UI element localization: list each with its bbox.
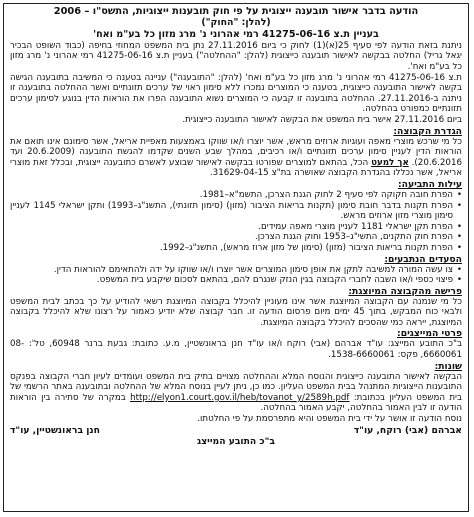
court-website-link[interactable]: http://elyon1.court.gov.il/heb/tovanot_y/2589h.pdf — [130, 392, 350, 403]
signer-name-left: חנן בראונשטיין, עו"ד — [10, 424, 100, 436]
misc-tail: במקרה של סתירה בין הוראות הודעה זו לבין האמור בהחלטה, יקבע האמור בהחלטה. — [10, 392, 462, 414]
remedy-item: • פיצוי כספי ו/או השבה לחברי הקבוצה בגין הנזק שנגרם להם, בהתאם לסכום שיקבע בית המשפט. — [10, 275, 462, 286]
notice-title: הודעה בדבר אישור תובענה ייצוגית על פי חוק תובענות ייצוגיות, התשס"ו – 2006 — [53, 6, 419, 17]
causes-heading: עילות התביעה: — [397, 178, 462, 190]
group-definition-tail: הכל, בהתאם למוצרים שפורטו בבקשה לאישור שבוצע לאשרם כתובענה ייצוגית, ובכלל זאת מוצרי אריאל, אשר נכללו בהגדרת הקבוצה שאושרה בת"צ 31629-04-15. — [10, 157, 462, 179]
misc-text — [10, 372, 462, 414]
signer-name-right: אברהם (אבי) רוקח, עו"ד — [353, 424, 462, 436]
intro-paragraph-1: ניתנת בזאת הודעה לפי סעיף 25(א)(1) לחוק כי ביום 27.11.2016 נתן בית המשפט המחוזי בחיפה (כבוד השופט הבכיר יגאל גריל) החלטה בבקשה לאישור תובענה כייצוגית (להלן: "ההחלטה") בעניין ת.צ 41275-06-16 רמי אהרוני נ' מרג מזון כל בע"מ ואח'. — [10, 40, 463, 72]
signer-role: ב"כ התובע המייצג — [197, 435, 275, 447]
cause-item: • הפרת תקנות בדבר חובת סימון (תקנות בריאות הציבור (מזון) (סימון תזונתי), התשנ"ג–1993) ותקן ישראלי 1145 לעניין סימון מוצרי מזון ארוזים מראש. — [10, 201, 462, 222]
misc-body: הבקשה לאישור התובענה כייצוגית והנוסח המלא וההחלטה מצויים בתיק בית המשפט ועומדים לעיון חברי הקבוצה בפנקס התובענות הייצוגיות המתנהל בבית המשפט העליון. כמו כן, ניתן לעיין בנוסח המלא של ההחלטה ובתובענה באתר הרשמי של בית המשפט העליון בכתובת: — [10, 371, 463, 403]
misc-heading: שונות: — [434, 360, 462, 372]
optout-text: כל מי שנמנה עם הקבוצה המיוצגת אשר אינו מעוניין להיכלל בקבוצה המיוצגת רשאי להודיע על כך בכתב לבית המשפט ולבאי כוח המבקש, בתוך 45 ימים מיום פרסום הודעה זו. חבר קבוצה שלא יודיע כאמור על רצונו שלא להיכלל בקבוצה המיוצגת, ייראה כמי שהסכים להיכלל בקבוצה המיוצגת. — [10, 296, 462, 328]
misc-closing: נוסח הודעה זו אושר על ידי בית המשפט והיא מתפרסמת על פי החלטתו. — [197, 414, 462, 425]
cause-item: • הפרת חוק התקנים, התשי"ג–1953 וחוק הגנת הצרכן. — [10, 232, 462, 243]
remedy-item: • צו עשה המורה למשיבה לתקן את אופן סימון המוצרים אשר יוצרו ו/או שווקו על ידה ולהתאימם להוראות הדין. — [10, 265, 462, 276]
notice-subtitle: (להלן: "החוק") — [201, 17, 271, 29]
legal-notice — [3, 3, 469, 512]
case-heading: בעניין ת.צ 41275-06-16 רמי אהרוני נ' מרג מזון כל בע"מ ואח' — [93, 29, 379, 41]
group-definition-heading: הגדרת הקבוצה: — [393, 125, 462, 137]
group-definition-text — [10, 137, 462, 179]
signature-row — [10, 425, 462, 436]
causes-list — [10, 190, 462, 254]
group-exclusion-label: אך למעט — [371, 157, 409, 168]
optout-heading: פרישה מהקבוצה המיוצגת: — [348, 285, 462, 297]
group-definition-body: כל מי שרכש מוצרי מאפה ועוגיות ארוזים מראש, אשר יוצרו ו/או שווקו באמצעות מאפיית אריאל, אשר סימונם אינו תואם את הוראות הדין לעניין סימון ערכים תזונתיים ו/או רכיבים, במהלך שבע השנים שקדמו להגשת התובענה (20.6.2009 ועד 20.6.2016). — [10, 136, 463, 168]
intro-paragraph-2: ת.צ 41275-06-16 רמי אהרוני נ' מרג מזון כל בע"מ ואח' (להלן: "התובענה") עניינה בטענה כי המשיבה בתובענה הגישה בקשה לאישור התובענה כייצוגית, בטענה כי המוצרים נמכרו ללא סימון ראוי של ערכים תזונתיים ואשר ההחלטה בתובענה זו ניתנה ב-27.11.2016. ההחלטה בתובענה זו קבעה כי המוצרים נשוא התובענה הפרו את הוראות הדין בנוגע לסימון ערכים תזונתיים כמפורט בהחלטה. — [10, 72, 462, 115]
counsel-heading: פרטי המייצגים: — [397, 328, 462, 340]
remedies-heading: הסעדים הנתבעים: — [384, 253, 462, 265]
intro-paragraph-3: ביום 27.11.2016 אישר בית המשפט את הבקשה לאישור התובענה כייצוגית. — [182, 114, 462, 125]
remedies-list — [10, 265, 462, 286]
cause-item: • הפרת חובה חקוקה לפי סעיף 2 לחוק הגנת הצרכן, התשמ"א–1981. — [10, 190, 462, 201]
cause-item: • הפרת תקן ישראלי 1181 לעניין מוצרי מאפה עמידים. — [10, 222, 462, 233]
cause-item: • הפרת תקנות בריאות הציבור (מזון) (סימון של מזון ארוז מראש), התשנ"ג–1992. — [10, 243, 462, 254]
counsel-text: ב"כ התובע המייצג: עו"ד אברהם (אבי) רוקח ו/או עו"ד חנן בראונשטיין, מ.ע. כתובת: גבעת ברנר 60948, טל': 08-6660061, פקס: 1538-6660061. — [10, 339, 463, 361]
